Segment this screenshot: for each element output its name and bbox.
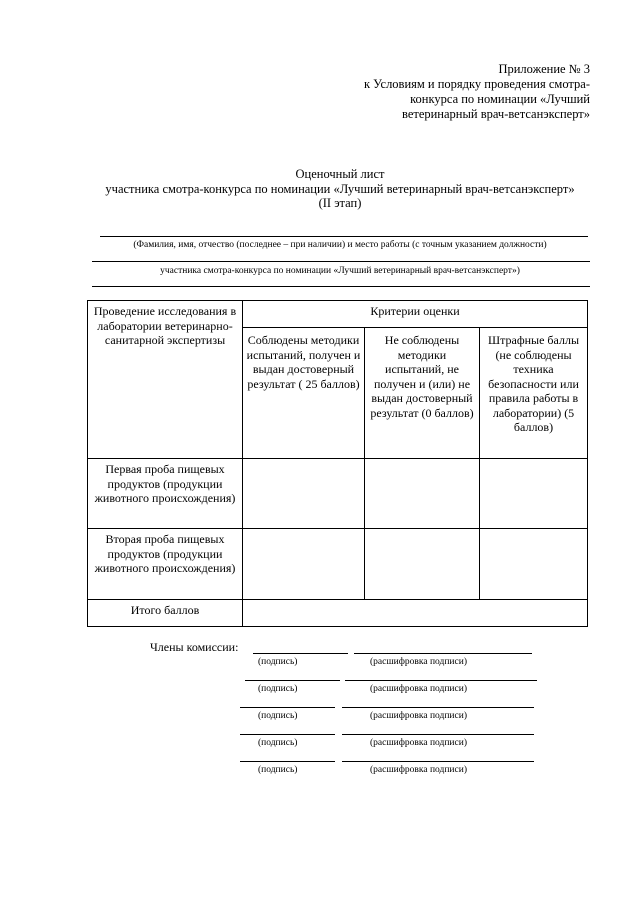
- score-cell[interactable]: [480, 529, 588, 600]
- decode-caption: (расшифровка подписи): [370, 684, 467, 694]
- row-header-cell: [88, 301, 243, 459]
- criterion-penalty: Штрафные баллы (не соблюдены техника безопасности или правила работы в лаборатории) (5 баллов): [488, 333, 579, 434]
- appendix-line-4: ветеринарный врач-ветсанэксперт»: [401, 107, 590, 121]
- score-cell[interactable]: [480, 459, 588, 529]
- appendix-line-1: Приложение № 3: [498, 62, 590, 76]
- table-row: [88, 600, 588, 627]
- commission-label: Члены комиссии:: [150, 640, 239, 654]
- appendix-header: [340, 62, 590, 122]
- score-cell[interactable]: [243, 529, 365, 600]
- criteria-header-cell: [243, 301, 588, 328]
- total-label: Итого баллов: [130, 603, 200, 617]
- total-cell: [88, 600, 243, 627]
- sample-1-label: Первая проба пищевых продуктов (продукции животного происхождения): [94, 462, 236, 505]
- sample-1-cell: [88, 459, 243, 529]
- decode-caption: (расшифровка подписи): [370, 657, 467, 667]
- signature-line[interactable]: [240, 761, 335, 762]
- table-row: [88, 459, 588, 529]
- decode-caption: (расшифровка подписи): [370, 765, 467, 775]
- appendix-line-2: к Условиям и порядку проведения смотра-: [363, 77, 590, 91]
- signature-caption: (подпись): [258, 711, 298, 721]
- criterion-passed-cell: [243, 328, 365, 459]
- table-row: [88, 529, 588, 600]
- score-cell[interactable]: [365, 459, 480, 529]
- criterion-failed: Не соблюдены методики испытаний, не получен и (или) не выдан достоверный результат (0 баллов): [370, 333, 474, 420]
- decode-caption: (расшифровка подписи): [370, 738, 467, 748]
- signature-line[interactable]: [240, 707, 335, 708]
- participant-fill-line: [92, 286, 590, 287]
- decode-line[interactable]: [342, 734, 534, 735]
- signature-caption: (подпись): [258, 738, 298, 748]
- signature-caption: (подпись): [258, 657, 298, 667]
- signature-line[interactable]: [240, 734, 335, 735]
- decode-line[interactable]: [342, 761, 534, 762]
- decode-line[interactable]: [345, 680, 537, 681]
- name-caption: (Фамилия, имя, отчество (последнее – при наличии) и место работы (с точным указанием должности): [133, 240, 547, 250]
- title-line-3: (II этап): [318, 196, 362, 210]
- criterion-passed: Соблюдены методики испытаний, получен и выдан достоверный результат ( 25 баллов): [246, 333, 361, 391]
- criterion-failed-cell: [365, 328, 480, 459]
- decode-line[interactable]: [354, 653, 532, 654]
- score-cell[interactable]: [243, 459, 365, 529]
- criterion-penalty-cell: [480, 328, 588, 459]
- signature-caption: (подпись): [258, 765, 298, 775]
- title-line-1: Оценочный лист: [295, 167, 385, 181]
- participant-caption: участника смотра-конкурса по номинации «Лучший ветеринарный врач-ветсанэксперт»): [160, 266, 520, 276]
- score-cell[interactable]: [365, 529, 480, 600]
- appendix-line-3: конкурса по номинации «Лучший: [410, 92, 590, 106]
- signature-caption: (подпись): [258, 684, 298, 694]
- signature-line[interactable]: [253, 653, 348, 654]
- decode-caption: (расшифровка подписи): [370, 711, 467, 721]
- sample-2-cell: [88, 529, 243, 600]
- work-fill-line: [92, 261, 590, 262]
- row-header: Проведение исследования в лаборатории ветеринарно-санитарной экспертизы: [93, 304, 237, 347]
- document-title: [60, 167, 620, 211]
- sample-2-label: Вторая проба пищевых продуктов (продукции животного происхождения): [94, 532, 236, 575]
- name-fill-line: [100, 236, 588, 237]
- evaluation-table: [87, 300, 588, 627]
- decode-line[interactable]: [342, 707, 534, 708]
- title-line-2: участника смотра-конкурса по номинации «Лучший ветеринарный врач-ветсанэксперт»: [105, 181, 575, 196]
- criteria-header: Критерии оценки: [370, 304, 460, 318]
- total-score-cell[interactable]: [243, 600, 588, 627]
- signature-line[interactable]: [245, 680, 340, 681]
